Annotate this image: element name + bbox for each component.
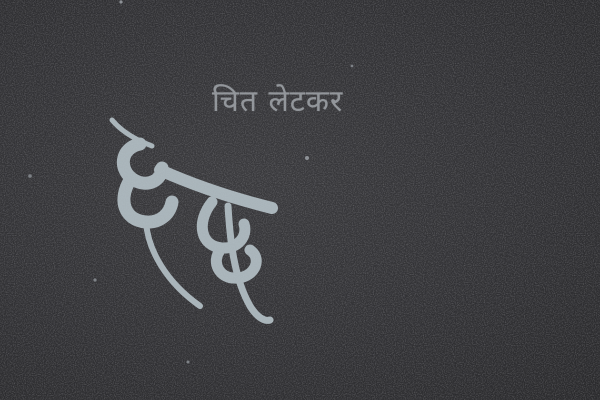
pebble (187, 361, 190, 364)
stroke-tail (146, 222, 200, 306)
pebble (93, 278, 96, 281)
pebble (351, 65, 354, 68)
pebble (28, 174, 32, 178)
painted-caption: चित लेटकर (212, 84, 344, 119)
pebble (119, 0, 122, 3)
stroke-main (123, 144, 172, 222)
stencil-calligraphy-ek (100, 110, 290, 330)
pebble (305, 156, 309, 160)
